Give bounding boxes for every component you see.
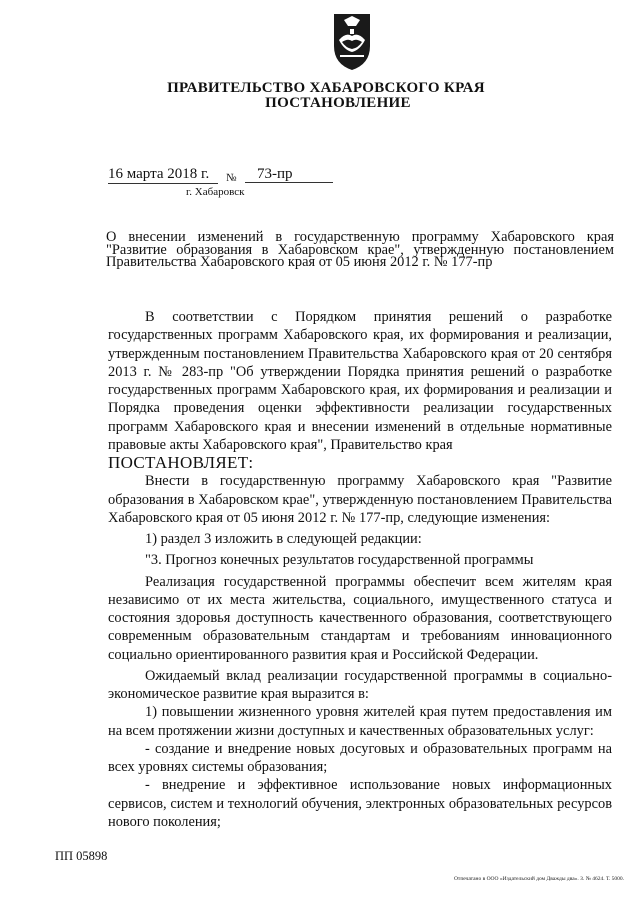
paragraph-living-standard: 1) повышении жизненного уровня жителей края путем предоставления им на всем протяжении жизни доступных и качественных образовательных услуг:	[108, 704, 612, 739]
decree-word: ПОСТАНОВЛЯЕТ:	[108, 453, 254, 472]
paragraph-contribution: Ожидаемый вклад реализации государственной программы в социально-экономическое развитие края выразится в:	[108, 667, 612, 702]
document-subject: О внесении изменений в государственную программу Хабаровского края "Развитие образования в Хабаровском крае", утвержденную постановлением Правительства Хабаровского края от 05 июня 2012 г. № 177-пр	[106, 229, 614, 271]
paragraph-preamble: В соответствии с Порядком принятия решений о разработке государственных программ Хабаровского края, их формирования и реализации, утвержденным постановлением Правительства Хабаровского края от 20 сентября 2013 г. № 283-пр "Об утверждении Порядка принятия решений о разработке государственных программ Хабаровского края, их формирования и реализации и Порядка проведения оценки эффективности реализации государственных программ Хабаровского края и внесении изменений в отдельные нормативные правовые акты Хабаровского края", Правительство края	[108, 309, 612, 453]
document-body	[108, 308, 612, 831]
paragraph-results: Реализация государственной программы обеспечит всем жителям края независимо от их места жительства, социального, имущественного статуса и состояния здоровья доступность качественного образования, соответствующего современным образовательным стандартам и требованиям инновационного социально ориентированного развития края и Российской Федерации.	[108, 573, 612, 663]
paragraph-item-1: 1) раздел 3 изложить в следующей редакции:	[145, 531, 422, 547]
paragraph-section-title: "3. Прогноз конечных результатов государственной программы	[145, 552, 534, 569]
number-sign: №	[226, 172, 237, 184]
paragraph-it-services: - внедрение и эффективное использование новых информационных сервисов, систем и технологий обучения, электронных образовательных ресурсов нового поколения;	[108, 777, 612, 830]
document-city: г. Хабаровск	[186, 186, 245, 198]
government-name: ПРАВИТЕЛЬСТВО ХАБАРОВСКОГО КРАЯ	[167, 80, 485, 96]
document-number: 73-пр	[245, 167, 333, 183]
paragraph-programs: - создание и внедрение новых досуговых и образовательных программ на всех уровнях системы образования;	[108, 740, 612, 775]
document-type: ПОСТАНОВЛЕНИЕ	[265, 95, 411, 111]
paragraph-amendment: Внести в государственную программу Хабаровского края "Развитие образования в Хабаровском крае", утвержденную постановлением Правительства Хабаровского края от 05 июня 2012 г. № 177-пр, следующие изменения:	[108, 473, 612, 526]
coat-of-arms-icon	[330, 10, 374, 72]
document-code: ПП 05898	[55, 849, 108, 863]
document-date: 16 марта 2018 г.	[108, 167, 218, 184]
print-imprint: Отпечатано в ООО «Издательский дом Дважды два». З. № 4624. Т. 5000.	[453, 876, 624, 882]
